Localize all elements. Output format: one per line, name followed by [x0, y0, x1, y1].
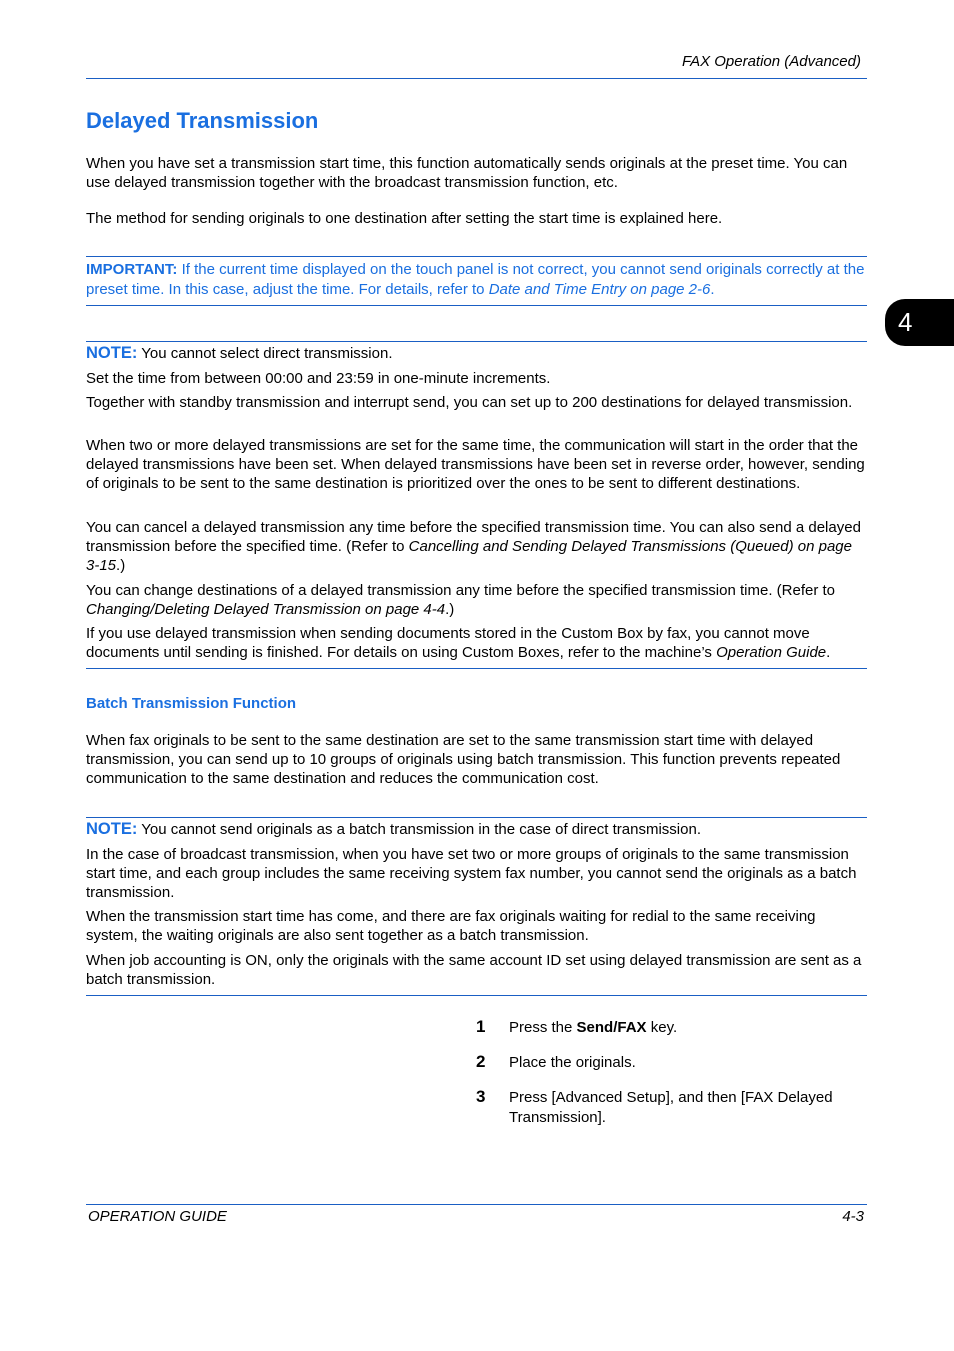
chapter-tab: 4 — [885, 299, 954, 346]
note1-p4-ref[interactable]: Cancelling and Sending Delayed Transmissions (Queued) on page 3-15 — [86, 538, 852, 575]
important-ref-link[interactable]: Date and Time Entry on page 2-6 — [488, 281, 711, 298]
important-label: IMPORTANT: — [86, 261, 178, 278]
footer-guide-name: OPERATION GUIDE — [88, 1208, 227, 1225]
important-top-rule — [86, 256, 867, 257]
note2-heading — [86, 820, 867, 839]
note2-bottom-rule — [86, 995, 867, 996]
note1-p6-ref[interactable]: Operation Guide — [716, 644, 827, 662]
note1-top-rule — [86, 341, 867, 342]
note1-p5-end: .) — [445, 601, 455, 619]
note1-bottom-rule — [86, 668, 867, 669]
note1-heading — [86, 344, 867, 363]
note1-p6 — [86, 624, 867, 662]
note2-label: NOTE: — [86, 820, 138, 838]
note1-p5-text: You can change destinations of a delayed transmission any time before the specified transmission time. (Refer to — [86, 582, 836, 599]
intro-paragraph-1: When you have set a transmission start time, this function automatically sends originals at the preset time. You can use delayed transmission together with the broadcast transmission function, etc. — [86, 155, 848, 192]
note1-p3: When two or more delayed transmissions are set for the same time, the communication will start in the order that the delayed transmissions have been set. When delayed transmissions have been set in reverse order, however, sending of originals to be sent to the same destination is prioritized over the ones to be sent to different destinations. — [86, 437, 865, 493]
important-block — [86, 260, 867, 300]
note1-p6-end: . — [826, 644, 831, 662]
note1-p2: Together with standby transmission and interrupt send, you can set up to 200 destinations for delayed transmission. — [86, 394, 853, 411]
intro-paragraph-2: The method for sending originals to one destination after setting the start time is explained here. — [86, 210, 723, 227]
step-1-post: key. — [650, 1019, 678, 1036]
note1-label: NOTE: — [86, 344, 138, 362]
note1-p4-end: .) — [116, 557, 126, 575]
batch-heading: Batch Transmission Function — [86, 695, 297, 712]
note1-p4-text: You can cancel a delayed transmission any time before the specified transmission time. You can also send a delayed transmission before the specified time. (Refer to — [86, 519, 861, 556]
note1-p1: Set the time from between 00:00 and 23:59 in one-minute increments. — [86, 370, 551, 387]
send-fax-key-label: Send/FAX — [576, 1019, 647, 1036]
step-1-text — [509, 1018, 867, 1038]
note1-p6-text: If you use delayed transmission when sending documents stored in the Custom Box by fax, you cannot move documents until sending is finished. For details on using Custom Boxes, refer to the machine’s — [86, 625, 810, 662]
header-rule — [86, 78, 867, 79]
running-header: FAX Operation (Advanced) — [682, 53, 861, 70]
step-2-number: 2 — [476, 1052, 486, 1071]
important-bottom-rule — [86, 305, 867, 306]
batch-intro: When fax originals to be sent to the same destination are set to the same transmission start time with delayed transmission, you can send up to 10 groups of originals using batch transmission. This function prevents repeated communication to the same destination and reduces the communication cost. — [86, 732, 841, 788]
section-title: Delayed Transmission — [86, 108, 319, 133]
step-1-number: 1 — [476, 1017, 486, 1036]
note2-p1: In the case of broadcast transmission, when you have set two or more groups of originals to the same transmission start time, and each group includes the same receiving system fax number, you cannot send the originals as a batch transmission. — [86, 846, 857, 902]
step-2-text: Place the originals. — [509, 1054, 636, 1071]
step-3-text: Press [Advanced Setup], and then [FAX Delayed Transmission]. — [509, 1089, 833, 1126]
important-end: . — [710, 281, 715, 298]
note2-p2: When the transmission start time has come, and there are fax originals waiting for redial to the same receiving system, the waiting originals are also sent together as a batch transmission. — [86, 908, 816, 945]
note2-top-rule — [86, 817, 867, 818]
important-text: If the current time displayed on the touch panel is not correct, you cannot send originals correctly at the preset time. In this case, adjust the time. For details, refer to — [86, 261, 865, 298]
footer-rule — [86, 1204, 867, 1205]
note1-text: You cannot select direct transmission. — [141, 345, 393, 362]
footer-page-number: 4-3 — [842, 1208, 864, 1225]
step-3-number: 3 — [476, 1087, 486, 1106]
note1-p5-ref[interactable]: Changing/Deleting Delayed Transmission on page 4-4 — [86, 601, 446, 619]
note2-text: You cannot send originals as a batch transmission in the case of direct transmission. — [141, 821, 701, 838]
step-1-pre: Press the — [509, 1019, 573, 1036]
note2-p3: When job accounting is ON, only the originals with the same account ID set using delayed transmission are sent as a batch transmission. — [86, 952, 862, 989]
note1-p4 — [86, 518, 867, 576]
note1-p5 — [86, 581, 867, 619]
